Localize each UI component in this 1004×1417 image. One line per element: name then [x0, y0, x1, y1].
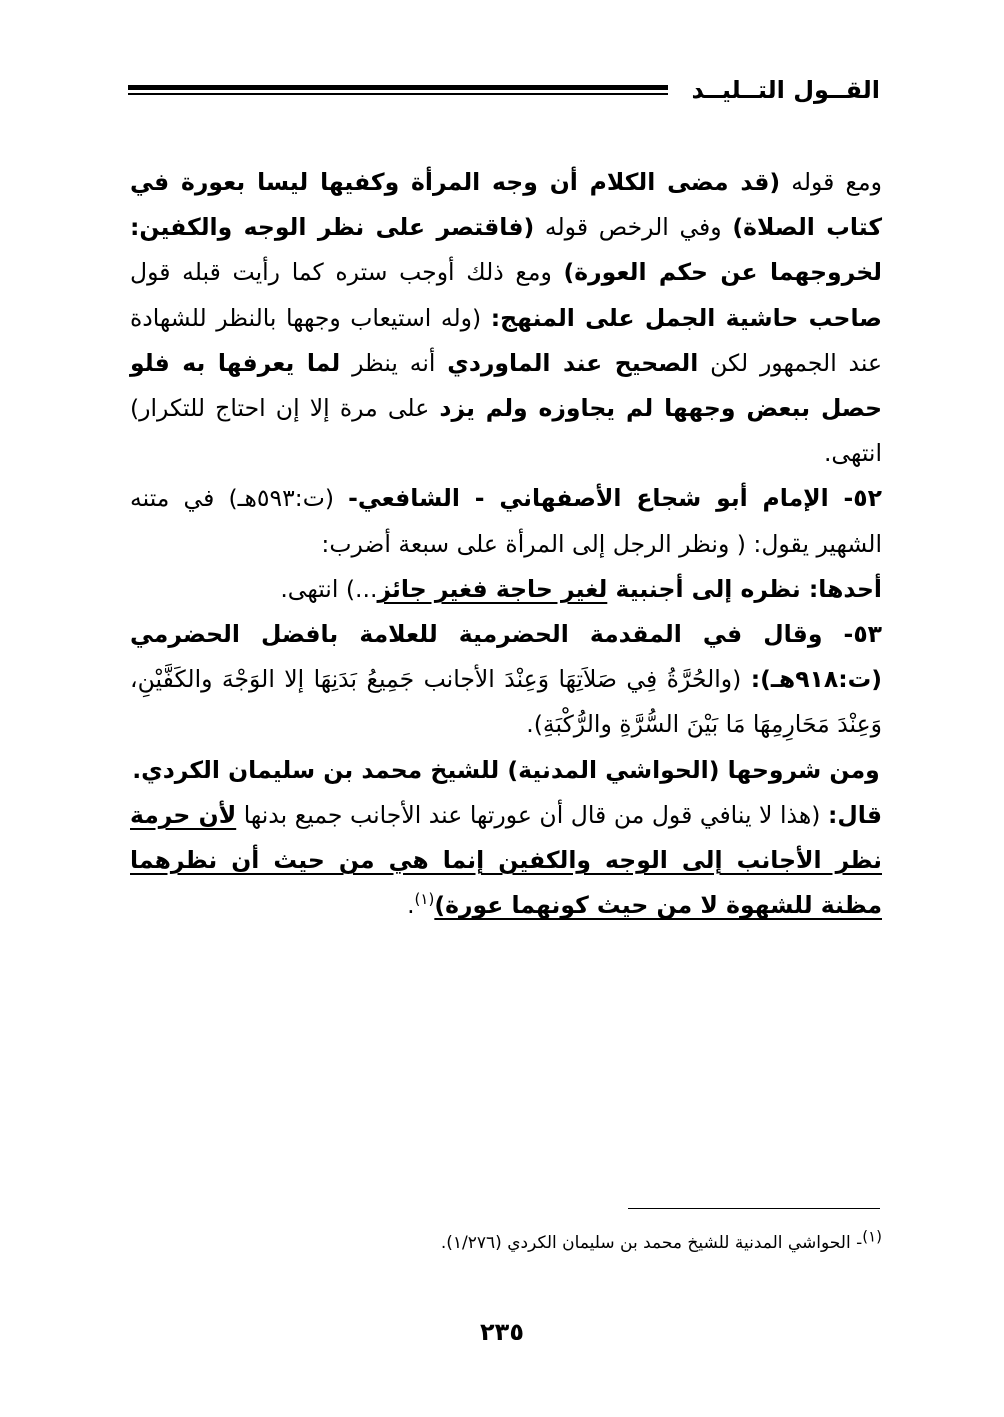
- footnote-text: - الحواشي المدنية للشيخ محمد بن سليمان الكردي (١/٢٧٦).: [440, 1233, 863, 1253]
- footnote: [130, 1227, 882, 1253]
- p1-text-4: (وله استيعاب وجهها بالنظر للشهادة عند الجمهور لكن: [130, 303, 883, 377]
- page-number: ٢٣٥: [480, 1318, 524, 1346]
- p6-bold-1: قال:: [828, 800, 882, 829]
- p1-bold-4: الصحيح عند الماوردي: [447, 348, 699, 377]
- body-text: [130, 160, 882, 928]
- p1-text-5: أنه ينظر: [340, 348, 448, 377]
- header-rule: [128, 85, 668, 95]
- p3-underlined-1: لغير حاجة فغير جائز: [377, 574, 608, 603]
- paragraph-3: [130, 567, 882, 612]
- p3-text-1: ...) انتهى.: [280, 574, 378, 603]
- paragraph-1: [130, 160, 882, 476]
- footnote-separator: [628, 1208, 880, 1209]
- p1-text-2: وفي الرخص قوله: [534, 213, 733, 242]
- p6-bold-underlined-1: لأن حرمة نظر الأجانب إلى الوجه والكفين إنما هي من حيث أن نظرهما مظنة للشهوة لا من حيث كونهما عورة): [130, 800, 882, 920]
- p5-bold-1: ومن شروحها (الحواشي المدنية) للشيخ محمد بن سليمان الكردي.: [132, 755, 880, 784]
- p1-bold-2: (فاقتصر على نظر الوجه والكفين: لخروجهما عن حكم العورة): [130, 213, 882, 287]
- footnote-reference: (١): [414, 890, 435, 909]
- p1-text-1: ومع قوله: [780, 168, 882, 196]
- footnote-marker: (١): [862, 1227, 882, 1246]
- p4-bold-1: ٥٣- وقال في المقدمة الحضرمية للعلامة بافضل الحضرمي (ت:٩١٨هـ):: [130, 620, 882, 694]
- header-rule-thin: [128, 93, 668, 95]
- running-header: [128, 72, 880, 108]
- p4-text-1: (والحُرَّةُ فِي صَلاَتِهَا وَعِنْدَ الأجانب جَمِيعُ بَدَنِهَا إلا الوَجْهَ والكَفَّيْنِ، وَعِنْدَ مَحَارِمِهَا مَا بَيْنَ السُّرَّةِ والرُّكْبَةِ).: [130, 665, 882, 739]
- p2-text-1: (ت:٥٩٣هـ) في متنه الشهير يقول: ( ونظر الرجل إلى المرأة على سبعة أضرب:: [130, 484, 882, 558]
- p3-bold-1: أحدها: نظره إلى أجنبية: [607, 574, 882, 603]
- header-rule-thick: [128, 85, 668, 90]
- p1-text-3: ومع ذلك أوجب ستره كما رأيت قبله قول: [130, 258, 564, 287]
- paragraph-4: [130, 612, 882, 748]
- paragraph-6: [130, 793, 882, 929]
- p1-text-6: على مرة إلا إن احتاج للتكرار) انتهى.: [130, 394, 882, 468]
- p6-text-1: (هذا لا ينافي قول من قال أن عورتها عند الأجانب جميع بدنها: [236, 800, 828, 829]
- p1-bold-5: لما يعرفها به فلو حصل ببعض وجهها لم يجاوزه ولم يزد: [130, 348, 883, 423]
- p1-bold-1: (قد مضى الكلام أن وجه المرأة وكفيها ليسا بعورة في كتاب الصلاة): [130, 168, 882, 242]
- p6-text-2: .: [407, 891, 415, 920]
- paragraph-5: [130, 748, 882, 793]
- p2-bold-1: ٥٢- الإمام أبو شجاع الأصفهاني - الشافعي-: [348, 484, 882, 513]
- p1-bold-3: صاحب حاشية الجمل على المنهج:: [490, 303, 883, 332]
- paragraph-2: [130, 476, 882, 566]
- running-title: القــول التــليــد: [691, 76, 880, 104]
